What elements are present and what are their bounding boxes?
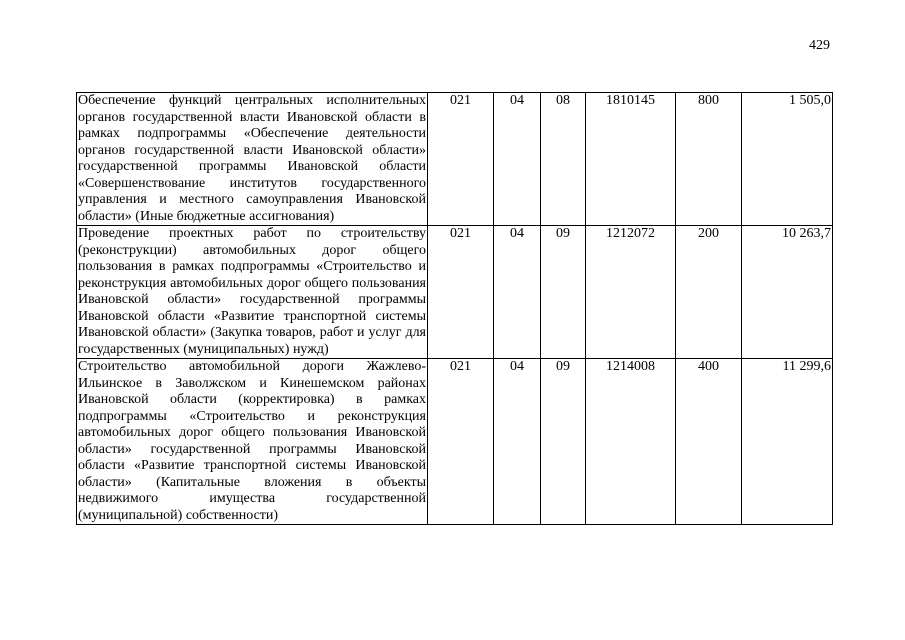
row-expense-type: 200 bbox=[676, 226, 742, 359]
table-row bbox=[77, 93, 833, 226]
row-target-article: 1214008 bbox=[586, 359, 676, 525]
row-amount: 1 505,0 bbox=[742, 93, 833, 226]
row-subsection-code: 08 bbox=[541, 93, 586, 226]
row-expense-type: 400 bbox=[676, 359, 742, 525]
row-target-article: 1212072 bbox=[586, 226, 676, 359]
table-row bbox=[77, 359, 833, 525]
row-ministry-code: 021 bbox=[428, 359, 494, 525]
row-description: Строительство автомобильной дороги Жажлево-Ильинское в Заволжском и Кинешемском районах Ивановской области (корректировка) в рамках подпрограммы «Строительство и реконструкция автомобильных дорог общего пользования Ивановской области» государственной программы Ивановской области «Развитие транспортной системы Ивановской области» (Капитальные вложения в объекты недвижимого имущества государственной (муниципальной) собственности) bbox=[78, 359, 426, 523]
row-ministry-code: 021 bbox=[428, 226, 494, 359]
row-ministry-code: 021 bbox=[428, 93, 494, 226]
row-description: Проведение проектных работ по строительству (реконструкции) автомобильных дорог общего пользования в рамках подпрограммы «Строительство и реконструкция автомобильных дорог общего пользования Ивановской области» государственной программы Ивановской области «Развитие транспортной системы Ивановской области» (Закупка товаров, работ и услуг для государственных (муниципальных) нужд) bbox=[78, 226, 426, 357]
budget-table bbox=[76, 92, 833, 525]
row-amount: 11 299,6 bbox=[742, 359, 833, 525]
row-expense-type: 800 bbox=[676, 93, 742, 226]
row-description: Обеспечение функций центральных исполнительных органов государственной власти Ивановской области в рамках подпрограммы «Обеспечение деятельности органов государственной власти Ивановской области» государственной программы Ивановской области «Совершенствование институтов государственного управления и местного самоуправления Ивановской области» (Иные бюджетные ассигнования) bbox=[78, 93, 426, 224]
row-subsection-code: 09 bbox=[541, 359, 586, 525]
row-subsection-code: 09 bbox=[541, 226, 586, 359]
row-section-code: 04 bbox=[494, 226, 541, 359]
row-section-code: 04 bbox=[494, 93, 541, 226]
row-amount: 10 263,7 bbox=[742, 226, 833, 359]
page-number: 429 bbox=[809, 38, 830, 53]
row-section-code: 04 bbox=[494, 359, 541, 525]
row-target-article: 1810145 bbox=[586, 93, 676, 226]
table-row bbox=[77, 226, 833, 359]
